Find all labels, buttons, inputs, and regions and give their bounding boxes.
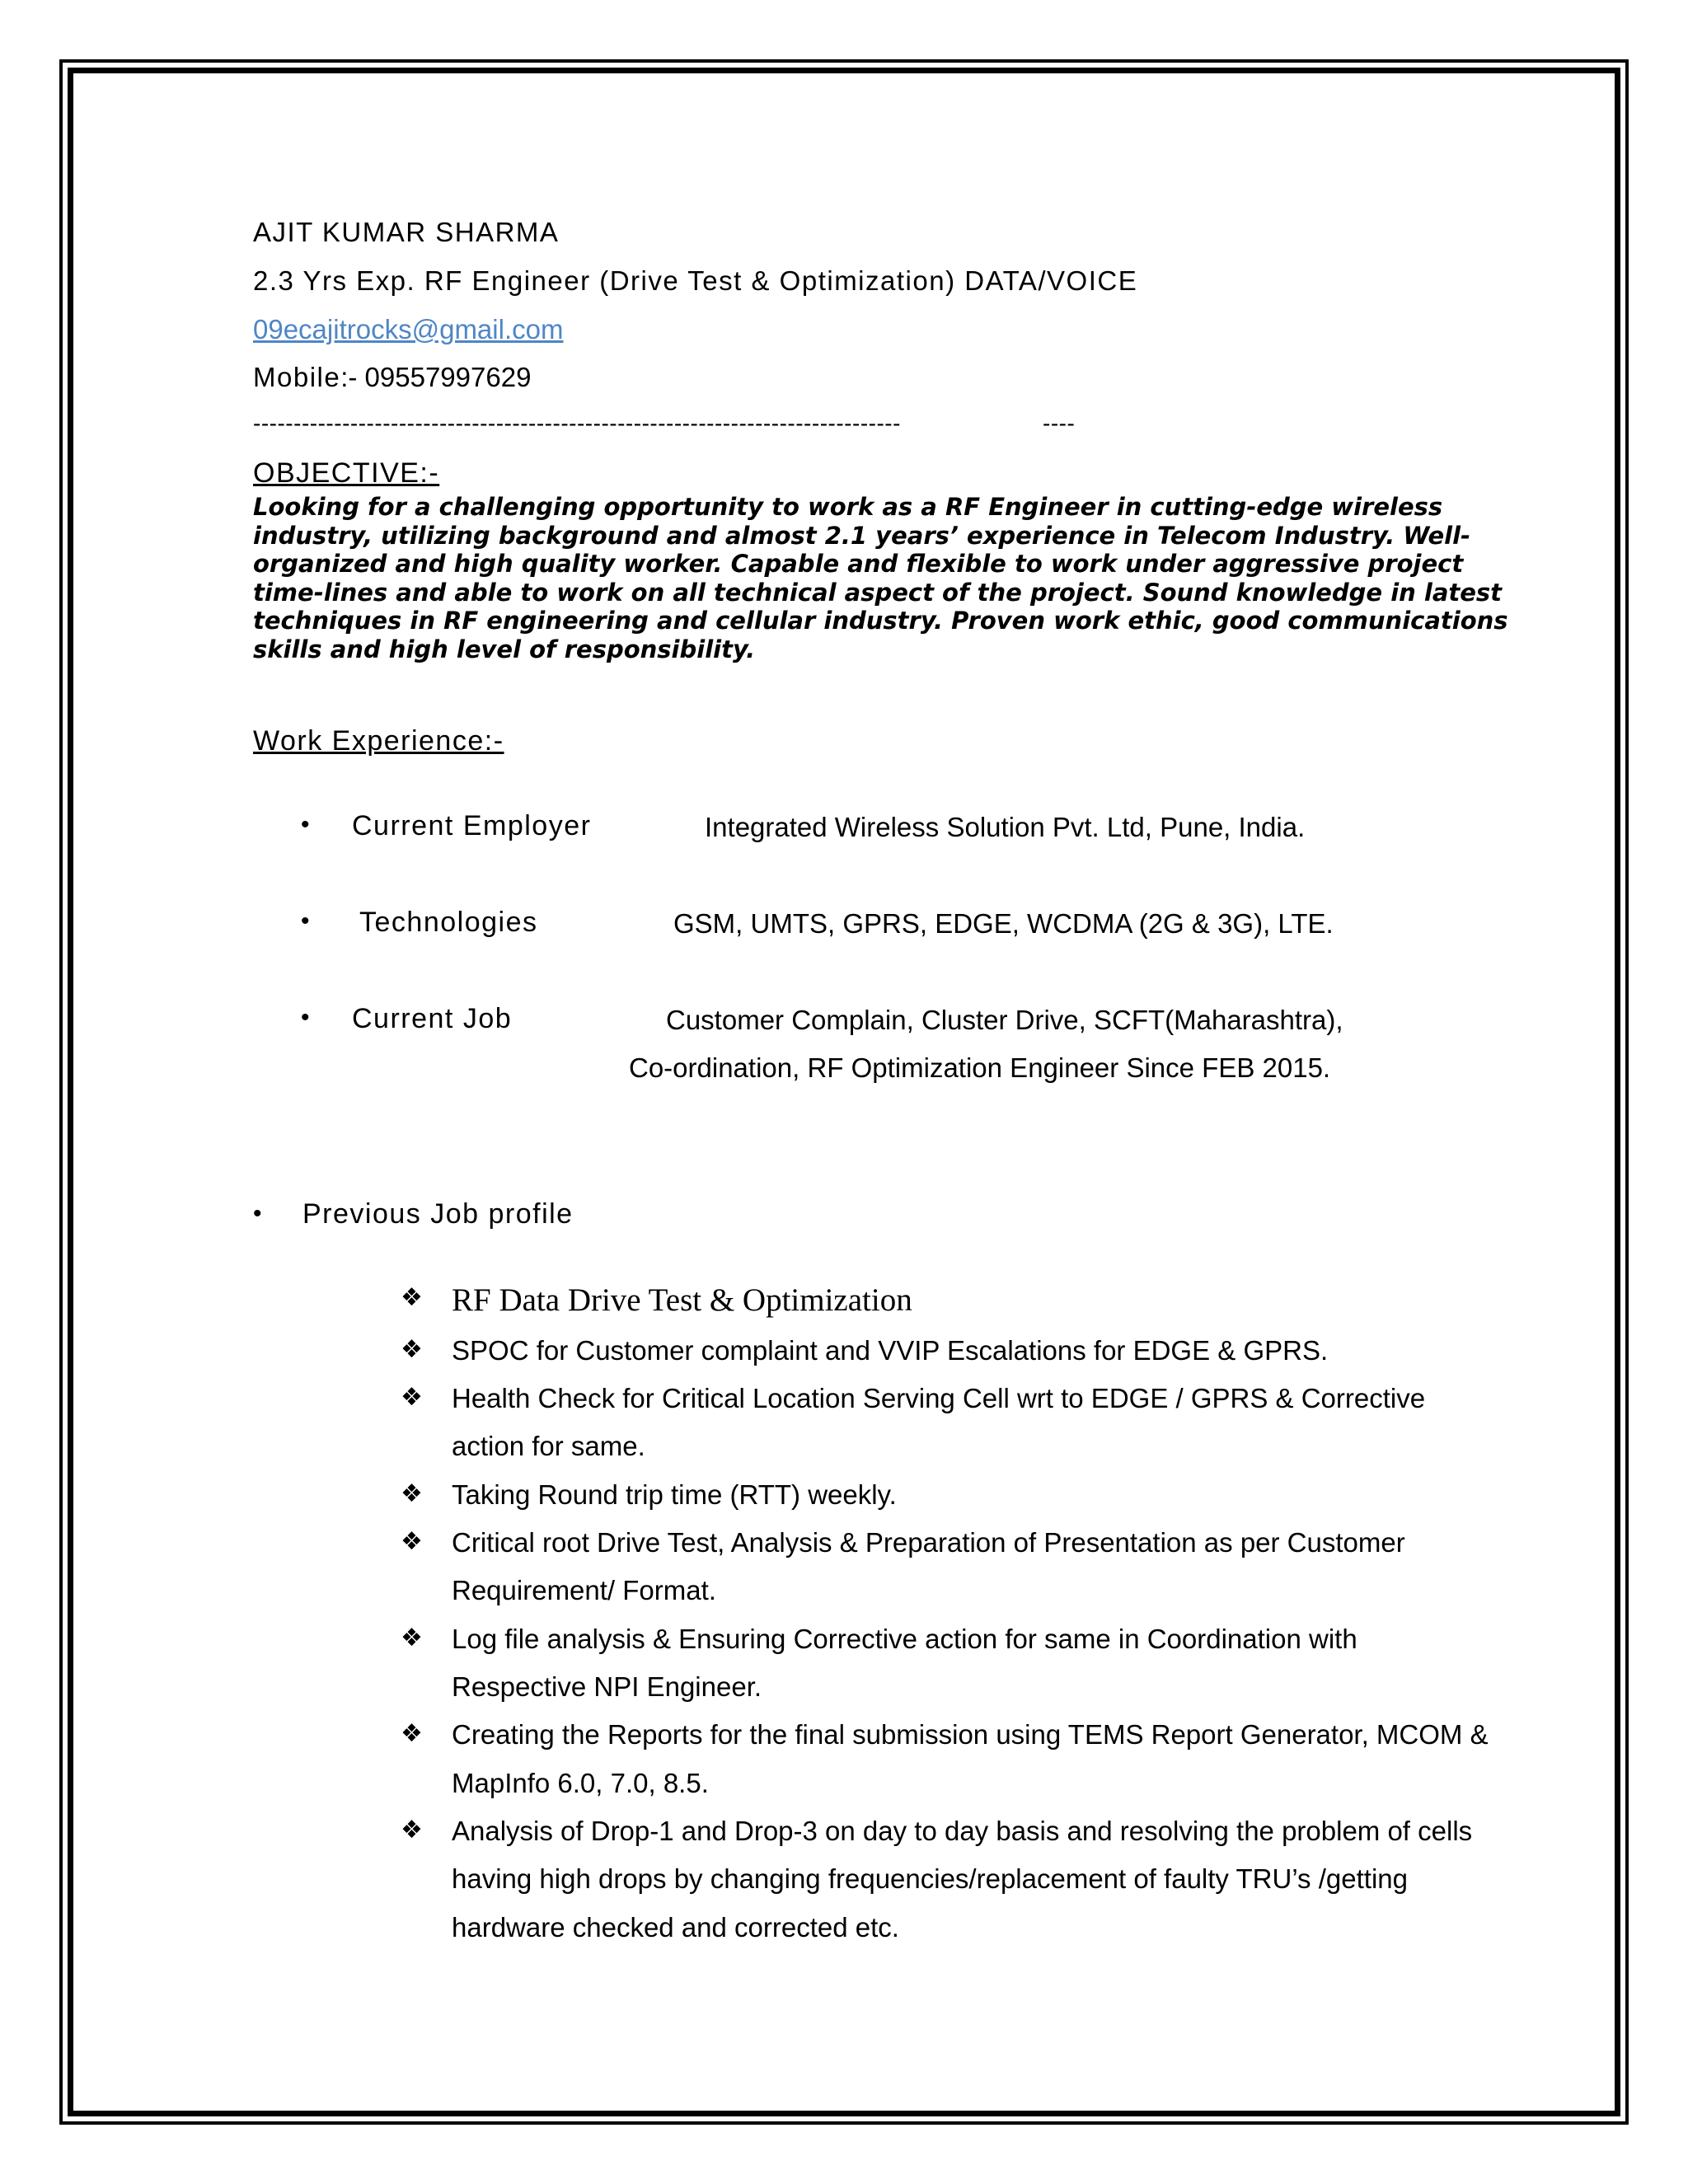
current-job-label: Current Job [352, 1003, 513, 1034]
diamond-bullet-icon: ❖ [401, 1283, 423, 1312]
previous-job-item: Analysis of Drop-1 and Drop-3 on day to day basis and resolving the problem of cells [452, 1816, 1473, 1846]
previous-job-item: Critical root Drive Test, Analysis & Preparation of Presentation as per Customer [452, 1527, 1405, 1558]
previous-job-item-cont: Respective NPI Engineer. [452, 1671, 762, 1702]
objective-heading: OBJECTIVE:- [253, 457, 440, 489]
mobile-label: Mobile [253, 362, 341, 392]
mobile-value: :- 09557997629 [340, 362, 532, 392]
previous-job-item: Log file analysis & Ensuring Corrective action for same in Coordination with [452, 1624, 1357, 1654]
diamond-bullet-icon: ❖ [401, 1719, 423, 1748]
diamond-bullet-icon: ❖ [401, 1335, 423, 1364]
divider-line: -------------------------------------------------------------------------------- [253, 410, 901, 436]
objective-line: organized and high quality worker. Capable and flexible to work under aggressive project [253, 550, 1464, 578]
previous-job-heading: Previous Job profile [302, 1198, 574, 1230]
current-job-value-cont: Co-ordination, RF Optimization Engineer Since FEB 2015. [629, 1052, 1331, 1083]
bullet-icon: • [301, 811, 310, 838]
diamond-bullet-icon: ❖ [401, 1527, 423, 1556]
technologies-value: GSM, UMTS, GPRS, EDGE, WCDMA (2G & 3G), LTE. [673, 908, 1334, 939]
technologies-label: Technologies [359, 907, 538, 938]
previous-job-item: Taking Round trip time (RTT) weekly. [452, 1479, 897, 1510]
diamond-bullet-icon: ❖ [401, 1479, 423, 1508]
mobile-line [253, 362, 531, 393]
objective-line: industry, utilizing background and almost 2.1 years’ experience in Telecom Industry. Well- [253, 521, 1471, 550]
diamond-bullet-icon: ❖ [401, 1816, 423, 1844]
bullet-icon: • [253, 1200, 262, 1227]
bullet-icon: • [301, 1004, 310, 1031]
previous-job-item: RF Data Drive Test & Optimization [452, 1282, 912, 1318]
candidate-subtitle: 2.3 Yrs Exp. RF Engineer (Drive Test & Optimization) DATA/VOICE [253, 265, 1138, 296]
divider-tail: ---- [1043, 410, 1076, 436]
work-experience-heading: Work Experience:- [253, 725, 504, 757]
previous-job-item-cont: having high drops by changing frequencies/replacement of faulty TRU’s /getting [452, 1863, 1408, 1894]
current-job-value: Customer Complain, Cluster Drive, SCFT(Maharashtra), [666, 1005, 1343, 1035]
objective-line: skills and high level of responsibility. [253, 635, 756, 663]
email-link[interactable]: 09ecajitrocks@gmail.com [253, 314, 564, 344]
objective-text [253, 493, 1506, 663]
diamond-bullet-icon: ❖ [401, 1624, 423, 1652]
current-employer-value: Integrated Wireless Solution Pvt. Ltd, Pune, India. [705, 812, 1306, 842]
previous-job-item: Creating the Reports for the final submission using TEMS Report Generator, MCOM & [452, 1719, 1489, 1750]
current-employer-label: Current Employer [352, 810, 592, 841]
bullet-icon: • [301, 907, 310, 935]
diamond-bullet-icon: ❖ [401, 1383, 423, 1412]
objective-line: time-lines and able to work on all technical aspect of the project. Sound knowledge in latest [253, 578, 1503, 607]
previous-job-item-cont: hardware checked and corrected etc. [452, 1912, 899, 1943]
objective-line: Looking for a challenging opportunity to work as a RF Engineer in cutting-edge wireless [253, 493, 1443, 521]
previous-job-item-cont: Requirement/ Format. [452, 1575, 716, 1605]
previous-job-item-cont: MapInfo 6.0, 7.0, 8.5. [452, 1768, 709, 1798]
previous-job-item-cont: action for same. [452, 1431, 645, 1461]
previous-job-item: SPOC for Customer complaint and VVIP Escalations for EDGE & GPRS. [452, 1335, 1329, 1366]
previous-job-item: Health Check for Critical Location Serving Cell wrt to EDGE / GPRS & Corrective [452, 1383, 1426, 1413]
objective-line: techniques in RF engineering and cellular industry. Proven work ethic, good communications [253, 607, 1508, 635]
candidate-name: AJIT KUMAR SHARMA [253, 217, 560, 247]
